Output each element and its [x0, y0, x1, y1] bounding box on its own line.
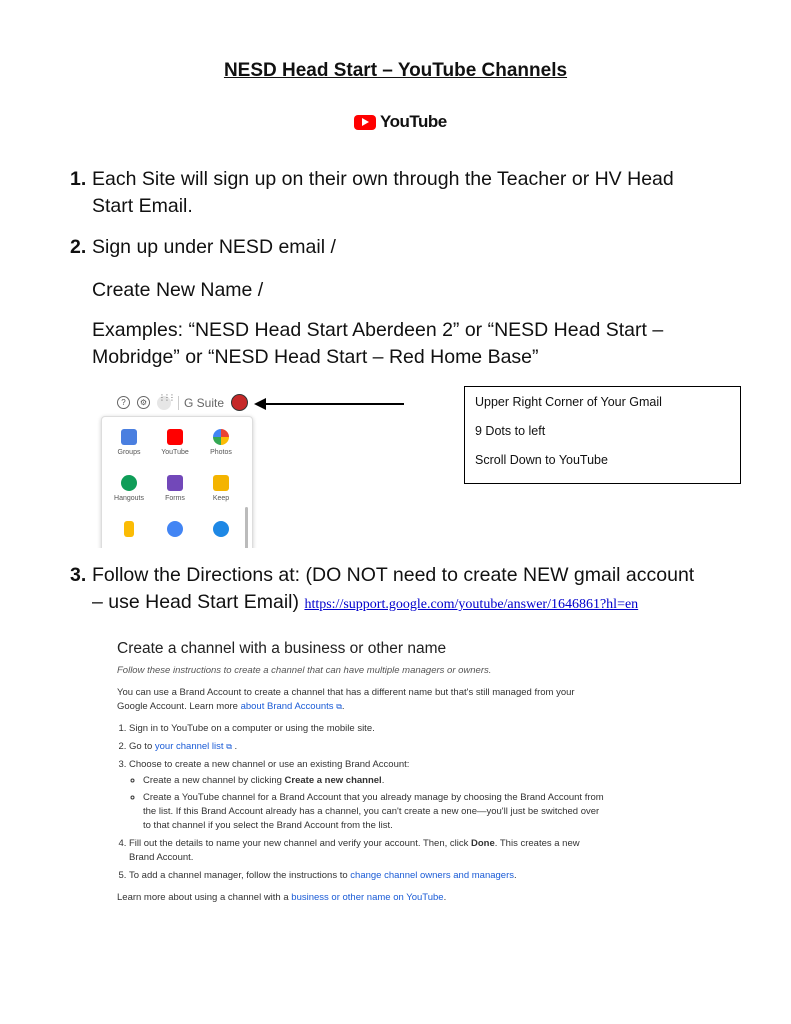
app-label: YouTube: [161, 449, 189, 456]
list-item: 5. To add a channel manager, follow the instructions to change channel owners and managers.: [129, 869, 607, 883]
arrow-line: [262, 403, 404, 405]
list-item: 3. Choose to create a new channel or use an existing Brand Account: ◦ Create a new channel by clicking Create a new channel. ◦ Create a YouTube channel for a Brand Account that you already manage by choosing the Brand Account from the list. If this Brand Account already has a channel, you can't create a new one—you'll just be switched over to that channel if you select the Brand Account from the list.: [129, 758, 607, 833]
external-link-icon: ⧉: [336, 702, 342, 711]
youtube-icon: [167, 429, 183, 445]
app-icon: [167, 521, 183, 537]
app-keep[interactable]: [198, 475, 244, 502]
gsuite-apps-screenshot: [97, 386, 259, 548]
app-label: Groups: [117, 449, 141, 456]
step-sub-text: Create New Name /: [92, 279, 264, 301]
forms-icon: [167, 475, 183, 491]
step-number: 2.: [70, 236, 87, 258]
help-steps-list: [117, 722, 607, 883]
keep-icon: [213, 475, 229, 491]
page-title: NESD Head Start – YouTube Channels: [223, 60, 568, 81]
youtube-play-icon: [354, 115, 376, 130]
app-label: Hangouts: [114, 495, 144, 502]
help-paragraph: You can use a Brand Account to create a channel that has a different name but that's still managed from your Google Account. Learn more about Brand Accounts ⧉.: [117, 687, 575, 712]
instruction-line: Scroll Down to YouTube: [475, 453, 608, 467]
groups-icon: [121, 429, 137, 445]
app-icon: [213, 521, 229, 537]
step-number: 3.: [70, 564, 87, 586]
youtube-logo: [354, 112, 447, 132]
channel-managers-link[interactable]: change channel owners and managers: [350, 870, 515, 881]
list-item: ◦ Create a YouTube channel for a Brand Account that you already manage by choosing the Brand Account from the list. If this Brand Account already has a channel, you can't create a new one—you'll just be switched over to that channel if you select the Brand Account from the list.: [143, 791, 607, 833]
gsuite-label: G Suite: [178, 396, 224, 410]
step-text: Follow the Directions at: (DO NOT need to create NEW gmail account: [92, 564, 695, 586]
app-label: Forms: [165, 495, 185, 502]
list-item: 2. Go to your channel list ⧉ .: [129, 740, 607, 754]
apps-grid-icon[interactable]: [157, 396, 171, 410]
app-forms[interactable]: [152, 475, 198, 502]
app-icon: [124, 521, 134, 537]
help-article-screenshot: [117, 642, 607, 913]
step-1: [70, 166, 760, 220]
step-2-sub-1: [70, 277, 760, 304]
apps-panel: [101, 416, 253, 548]
list-item: ◦ Create a new channel by clicking Create a new channel.: [143, 774, 607, 788]
app-more-1[interactable]: [106, 521, 152, 541]
step-text: Sign up under NESD email /: [92, 236, 336, 258]
support-link[interactable]: https://support.google.com/youtube/answer/1646861?hl=en: [304, 597, 639, 612]
step-2-sub-2: [70, 317, 760, 371]
app-label: Photos: [210, 449, 232, 456]
app-more-3[interactable]: [198, 521, 244, 541]
app-photos[interactable]: [198, 429, 244, 456]
gmail-top-bar: [117, 394, 248, 411]
brand-accounts-link[interactable]: about Brand Accounts: [240, 701, 334, 712]
help-footer: Learn more about using a channel with a business or other name on YouTube.: [117, 892, 447, 903]
app-youtube[interactable]: [152, 429, 198, 456]
instruction-line: 9 Dots to left: [475, 424, 546, 438]
step-2: [70, 234, 760, 261]
list-item: 4. Fill out the details to name your new channel and verify your account. Then, click Done. This creates a new Brand Account.: [129, 837, 607, 865]
step-text: Each Site will sign up on their own through the Teacher or HV Head: [92, 168, 674, 190]
app-more-2[interactable]: [152, 521, 198, 541]
list-item: 1. Sign in to YouTube on a computer or using the mobile site.: [129, 722, 607, 736]
hangouts-icon: [121, 475, 137, 491]
external-link-icon: ⧉: [226, 742, 232, 751]
app-label: Keep: [212, 495, 230, 502]
examples-line-2: Mobridge” or “NESD Head Start – Red Home Base”: [92, 346, 539, 368]
step-text-cont: Start Email.: [92, 195, 193, 217]
step-3: [70, 562, 760, 618]
youtube-logo-text: YouTube: [380, 112, 447, 131]
app-groups[interactable]: [106, 429, 152, 456]
examples-line-1: Examples: “NESD Head Start Aberdeen 2” or “NESD Head Start –: [92, 319, 664, 341]
scrollbar[interactable]: [245, 507, 248, 548]
help-intro: Follow these instructions to create a channel that can have multiple managers or owners.: [117, 665, 492, 676]
avatar[interactable]: [231, 394, 248, 411]
help-heading: Create a channel with a business or other name: [117, 640, 447, 657]
app-hangouts[interactable]: [106, 475, 152, 502]
business-name-link[interactable]: business or other name on YouTube: [291, 892, 444, 903]
gear-icon: ⚙: [137, 396, 150, 409]
help-icon: ?: [117, 396, 130, 409]
step-number: 1.: [70, 168, 87, 190]
instruction-box: [464, 386, 741, 484]
instruction-line: Upper Right Corner of Your Gmail: [475, 395, 662, 409]
step-text-cont: – use Head Start Email): [92, 591, 300, 613]
photos-icon: [213, 429, 229, 445]
channel-list-link[interactable]: your channel list: [154, 741, 224, 752]
